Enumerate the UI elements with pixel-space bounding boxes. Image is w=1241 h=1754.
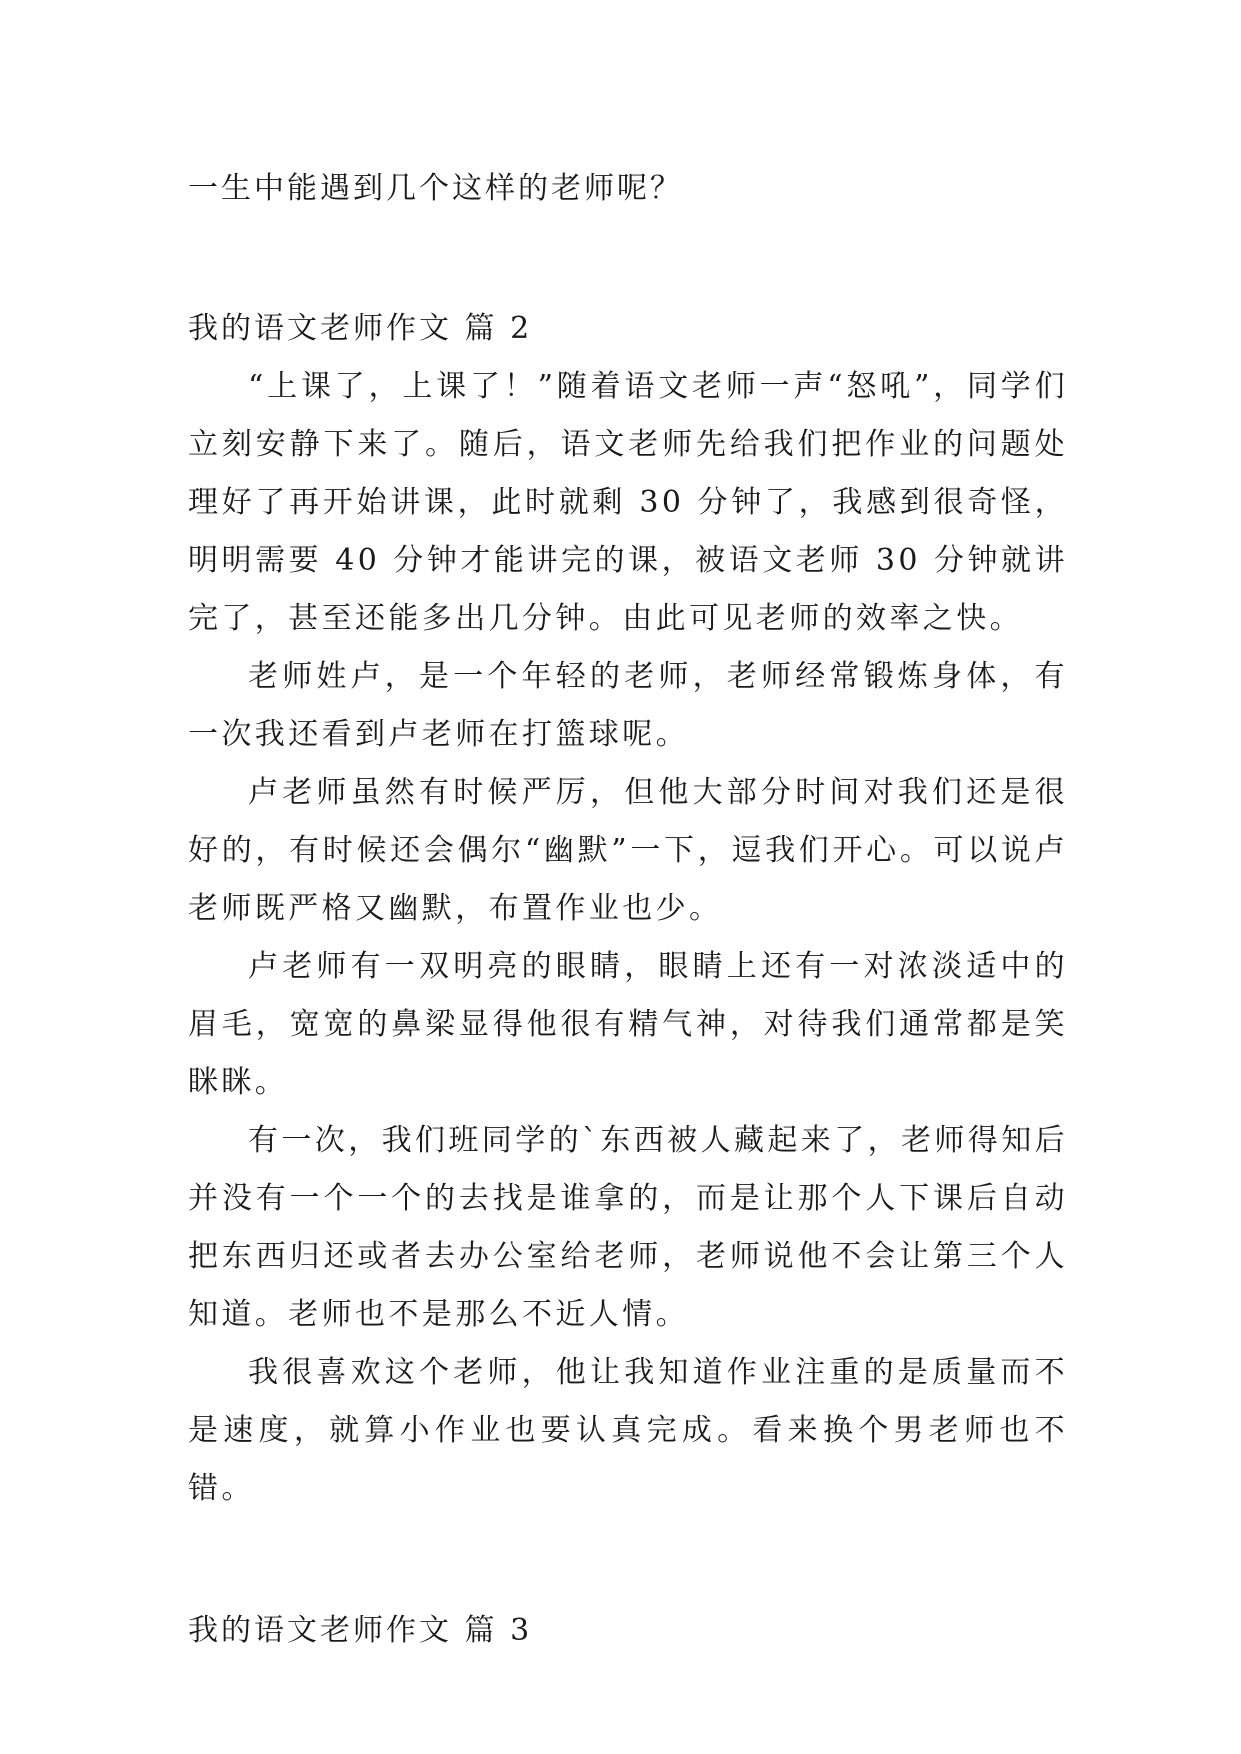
section-3-heading: 我的语文老师作文 篇 3 xyxy=(188,1613,533,1648)
paragraph: 卢老师虽然有时候严厉，但他大部分时间对我们还是很好的，有时候还会偶尔“幽默”一下，逗我们开心。可以说卢老师既严格又幽默，布置作业也少。 xyxy=(188,775,1068,926)
paragraph: 有一次，我们班同学的`东西被人藏起来了，老师得知后并没有一个一个的去找是谁拿的，而是让那个人下课后自动把东西归还或者去办公室给老师，老师说他不会让第三个人知道。老师也不是那么不近人情。 xyxy=(188,1123,1068,1332)
paragraph: “上课了，上课了！”随着语文老师一声“怒吼”，同学们立刻安静下来了。随后，语文老师先给我们把作业的问题处理好了再开始讲课，此时就剩 30 分钟了，我感到很奇怪，明明需要 40 分钟才能讲完的课，被语文老师 30 分钟就讲完了，甚至还能多出几分钟。由此可见老师的效率之快。 xyxy=(188,369,1068,636)
spacer xyxy=(188,218,1068,300)
paragraph: 老师姓卢，是一个年轻的老师，老师经常锻炼身体，有一次我还看到卢老师在打篮球呢。 xyxy=(188,659,1068,752)
paragraph: 我很喜欢这个老师，他让我知道作业注重的是质量而不是速度，就算小作业也要认真完成。看来换个男老师也不错。 xyxy=(188,1355,1068,1506)
document-body xyxy=(188,160,1068,1660)
section-2-heading: 我的语文老师作文 篇 2 xyxy=(188,311,533,346)
spacer xyxy=(188,1518,1068,1602)
paragraph: 卢老师有一双明亮的眼睛，眼睛上还有一对浓淡适中的眉毛，宽宽的鼻梁显得他很有精气神，对待我们通常都是笑眯眯。 xyxy=(188,949,1068,1100)
opening-line: 一生中能遇到几个这样的老师呢？ xyxy=(188,171,683,206)
